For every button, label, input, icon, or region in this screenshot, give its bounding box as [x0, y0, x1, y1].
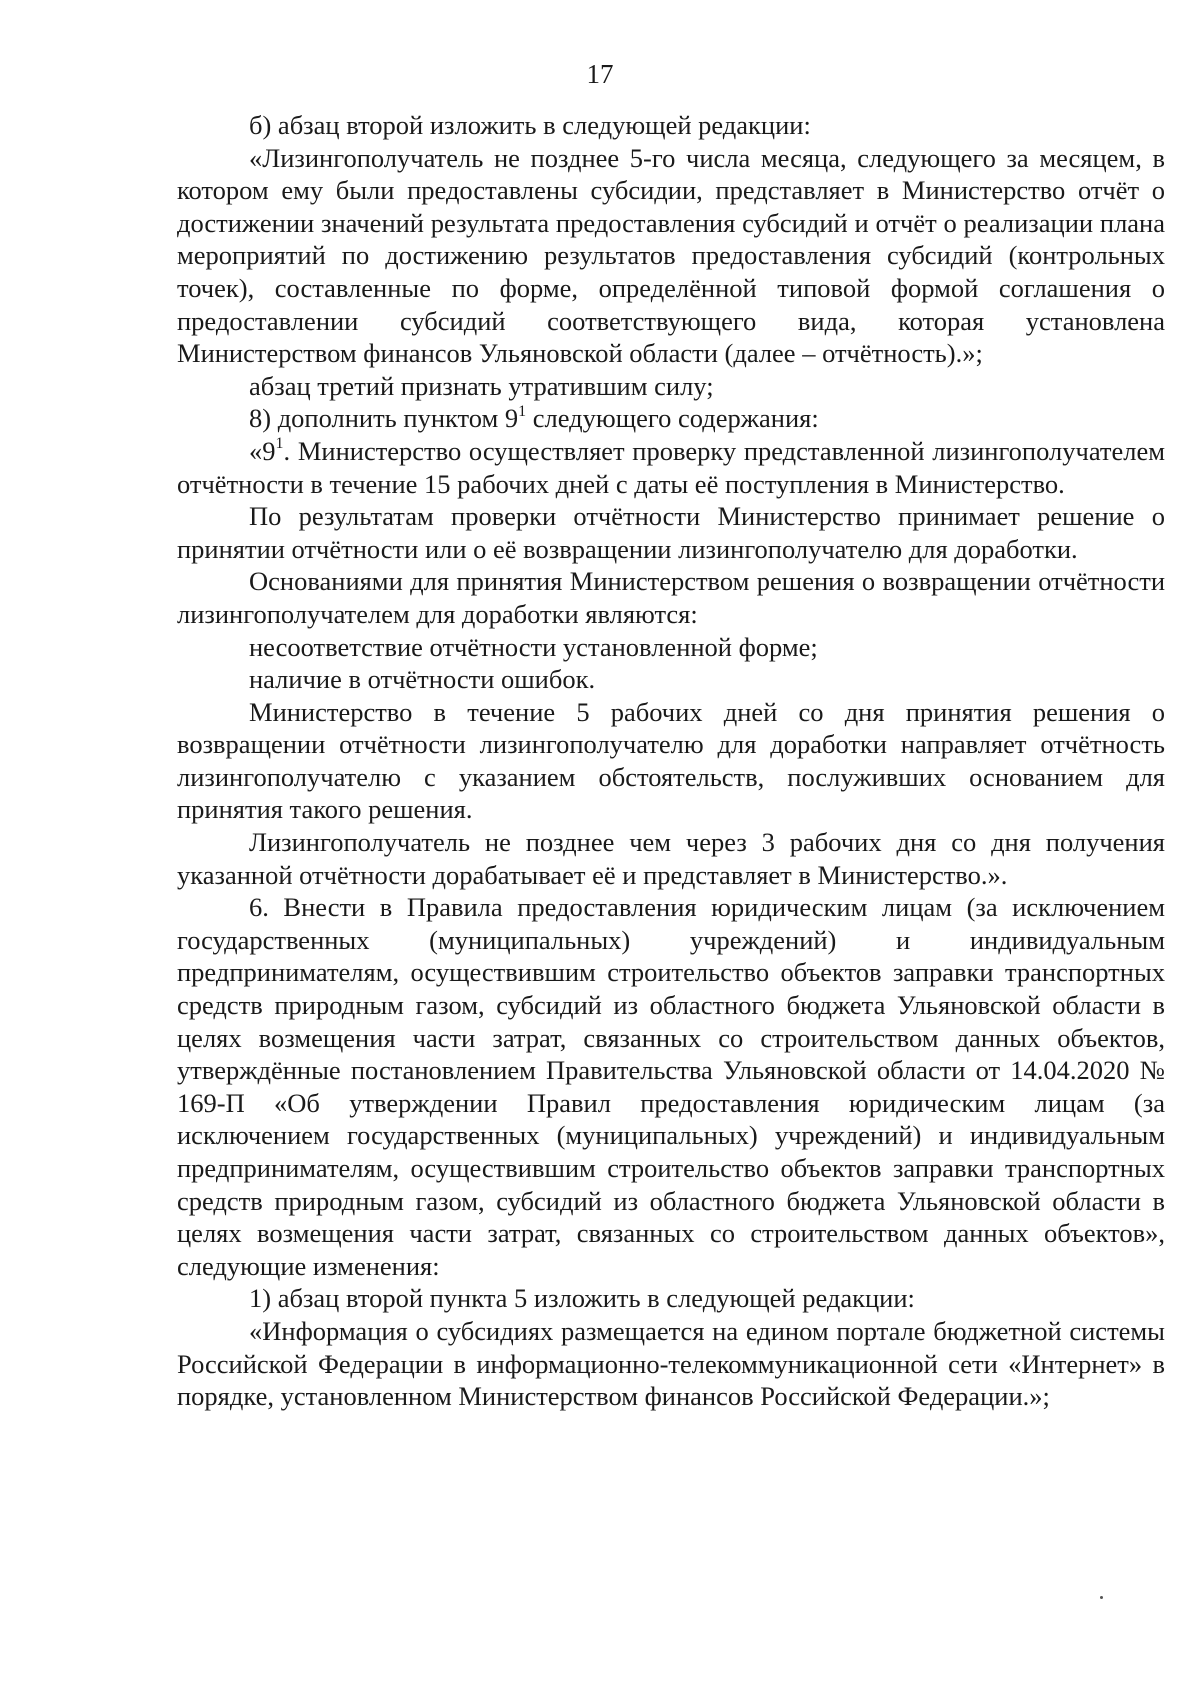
paragraph-5	[177, 435, 1165, 500]
document-body	[177, 109, 1165, 1413]
paragraph-12: 6. Внести в Правила предоставления юридическим лицам (за исключением государственных (муниципальных) учреждений) и индивидуальным предпринимателям, осуществившим строительство объектов заправки транспортных средств природным газом, субсидий из областного бюджета Ульяновской области в целях возмещения части затрат, связанных со строительством данных объектов, утверждённые постановлением Правительства Ульяновской области от 14.04.2020 № 169-П «Об утверждении Правил предоставления юридическим лицам (за исключением государственных (муниципальных) учреждений) и индивидуальным предпринимателям, осуществившим строительство объектов заправки транспортных средств природным газом, субсидий из областного бюджета Ульяновской области в целях возмещения части затрат, связанных со строительством данных объектов», следующие изменения:	[177, 892, 1165, 1281]
paragraph-9: наличие в отчётности ошибок.	[249, 664, 596, 695]
paragraph-5-post: . Министерство осуществляет проверку представленной лизингополучателем отчётности в течение 15 рабочих дней с даты её поступления в Министерство.	[177, 435, 1165, 499]
superscript: 1	[275, 435, 284, 453]
paragraph-11: Лизингополучатель не позднее чем через 3 рабочих дня со дня получения указанной отчётности дорабатывает её и представляет в Министерство.».	[177, 827, 1165, 890]
paragraph-2: «Лизингополучатель не позднее 5-го числа месяца, следующего за месяцем, в котором ему были предоставлены субсидии, представляет в Министерство отчёт о достижении значений результата предоставления субсидий и отчёт о реализации плана мероприятий по достижению результатов предоставления субсидий (контрольных точек), составленные по форме, определённой типовой формой соглашения о предоставлении субсидий соответствующего вида, которая установлена Министерством финансов Ульяновской области (далее – отчётность).»;	[177, 142, 1165, 369]
paragraph-5-pre: «9	[249, 435, 276, 466]
paragraph-4-post: следующего содержания:	[526, 403, 819, 434]
superscript: 1	[518, 402, 527, 420]
paragraph-14: «Информация о субсидиях размещается на едином портале бюджетной системы Российской Федерации в информационно-телекоммуникационной сети «Интернет» в порядке, установленном Министерством финансов Российской Федерации.»;	[177, 1315, 1165, 1412]
paragraph-4-pre: 8) дополнить пунктом 9	[249, 403, 519, 434]
paragraph-8: несоответствие отчётности установленной форме;	[249, 631, 818, 662]
paragraph-13: 1) абзац второй пункта 5 изложить в следующей редакции:	[249, 1283, 915, 1314]
paragraph-4	[177, 402, 1165, 435]
scan-dot	[1100, 1596, 1103, 1599]
paragraph-7: Основаниями для принятия Министерством решения о возвращении отчётности лизингополучателем для доработки являются:	[177, 566, 1165, 629]
paragraph-1: б) абзац второй изложить в следующей редакции:	[249, 110, 811, 140]
paragraph-6: По результатам проверки отчётности Министерство принимает решение о принятии отчётности или о её возвращении лизингополучателю для доработки.	[177, 501, 1165, 564]
paragraph-10: Министерство в течение 5 рабочих дней со дня принятия решения о возвращении отчётности лизингополучателю для доработки направляет отчётность лизингополучателю с указанием обстоятельств, послуживших основанием для принятия такого решения.	[177, 696, 1165, 825]
page-number: 17	[586, 59, 614, 89]
paragraph-3: абзац третий признать утратившим силу;	[249, 370, 714, 401]
